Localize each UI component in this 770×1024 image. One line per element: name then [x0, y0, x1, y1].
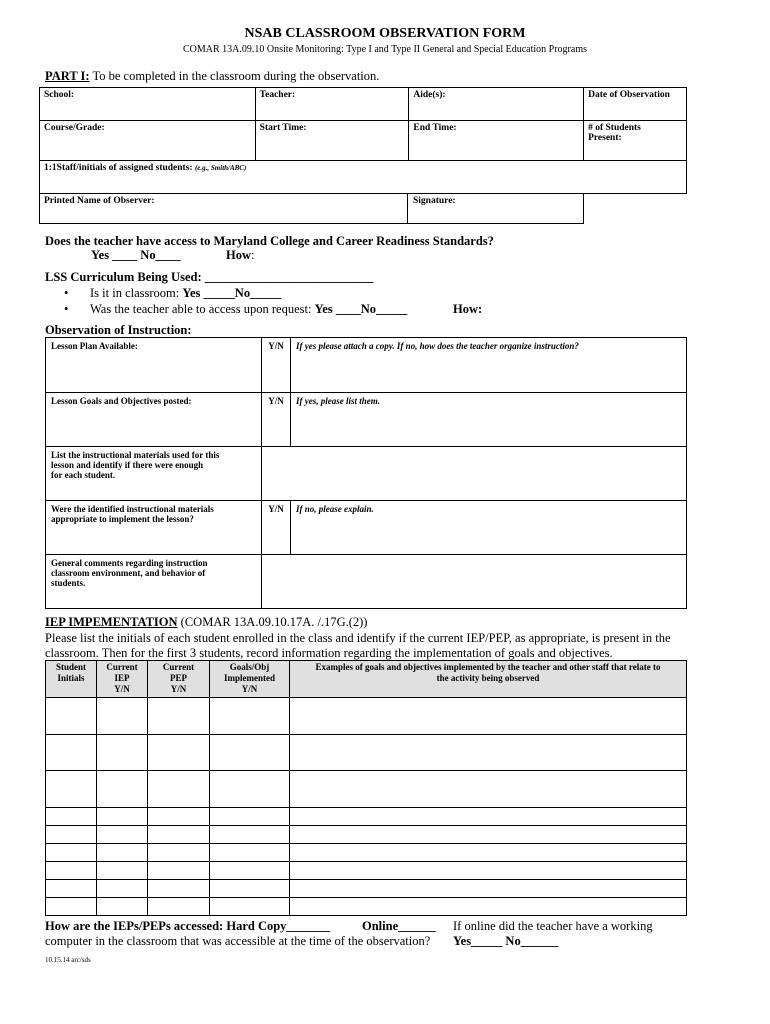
school-cell[interactable]	[40, 88, 256, 121]
cell[interactable]	[290, 735, 687, 771]
standards-answer[interactable]	[91, 248, 181, 263]
materials-label: List the instructional materials used for this lesson and identify if there were enough for each student.	[46, 447, 262, 501]
cell[interactable]	[46, 880, 97, 898]
cell[interactable]	[46, 771, 97, 808]
standards-yes-no[interactable]: Yes ____ No____	[91, 248, 181, 262]
iep-paragraph-2: classroom. Then for the first 3 students, record information regarding the implementation of goals and objectives.	[45, 646, 613, 660]
materials-appropriate-label: Were the identified instructional materials appropriate to implement the lesson?	[46, 501, 262, 555]
staff-label: 1:1Staff/initials of assigned students:	[44, 163, 195, 173]
in-classroom-question: Is it in classroom:	[90, 286, 183, 300]
lesson-plan-yn[interactable]: Y/N	[262, 338, 291, 393]
students-present-label-2: Present:	[588, 133, 622, 143]
signature-divider	[407, 193, 408, 223]
cell[interactable]	[210, 862, 290, 880]
table-row[interactable]	[46, 735, 687, 771]
date-cell[interactable]	[584, 88, 687, 121]
info-table	[39, 87, 687, 224]
instruction-table	[45, 337, 687, 609]
start-time-label: Start Time:	[259, 123, 307, 133]
table-row[interactable]	[46, 880, 687, 898]
col-goals-implemented: Goals/Obj Implemented Y/N	[210, 661, 290, 698]
cell[interactable]	[148, 735, 210, 771]
lesson-plan-response[interactable]: If yes please attach a copy. If no, how does the teacher organize instruction?	[291, 338, 687, 393]
cell[interactable]	[290, 880, 687, 898]
cell[interactable]	[210, 698, 290, 735]
access-yes-no[interactable]: Yes_____ No______	[453, 934, 559, 948]
cell[interactable]	[148, 771, 210, 808]
cell[interactable]	[97, 862, 148, 880]
goals-posted-label: Lesson Goals and Objectives posted:	[46, 393, 262, 447]
standards-how[interactable]	[226, 248, 254, 263]
cell[interactable]	[148, 844, 210, 862]
teacher-cell[interactable]	[255, 88, 409, 121]
table-row[interactable]	[46, 808, 687, 826]
access-yes-no[interactable]: Yes ____No_____	[314, 302, 408, 316]
cell[interactable]	[290, 898, 687, 916]
col-examples: Examples of goals and objectives implemented by the teacher and other staff that relate to the activity being observed	[290, 661, 687, 698]
access-line-2: computer in the classroom that was accessible at the time of the observation?	[45, 934, 431, 948]
col-current-iep: Current IEP Y/N	[97, 661, 148, 698]
materials-response[interactable]	[262, 447, 687, 501]
access-online-question: If online did the teacher have a working	[453, 919, 653, 933]
form-title: NSAB CLASSROOM OBSERVATION FORM	[244, 26, 526, 41]
access-how[interactable]: How:	[453, 302, 483, 316]
aides-label: Aide(s):	[413, 90, 446, 100]
cell[interactable]	[148, 898, 210, 916]
cell[interactable]	[210, 771, 290, 808]
curriculum-bullet-1[interactable]	[64, 286, 281, 301]
access-method-question[interactable]: How are the IEPs/PEPs accessed: Hard Copy_______	[45, 919, 331, 933]
cell[interactable]	[210, 898, 290, 916]
students-present-label-1: # of Students	[588, 123, 641, 133]
table-row[interactable]	[46, 826, 687, 844]
date-label: Date of Observation	[588, 90, 670, 100]
cell[interactable]	[46, 735, 97, 771]
cell[interactable]	[97, 808, 148, 826]
staff-example: (e.g., Smith/ABC)	[194, 164, 247, 172]
cell[interactable]	[97, 698, 148, 735]
part-one-text: To be completed in the classroom during the observation.	[89, 69, 380, 83]
cell[interactable]	[148, 698, 210, 735]
cell[interactable]	[148, 880, 210, 898]
table-row[interactable]	[46, 698, 687, 735]
cell[interactable]	[210, 880, 290, 898]
cell[interactable]	[210, 826, 290, 844]
cell[interactable]	[148, 862, 210, 880]
form-subtitle: COMAR 13A.09.10 Onsite Monitoring: Type I and Type II General and Special Education Programs	[183, 44, 587, 55]
materials-appropriate-yn[interactable]: Y/N	[262, 501, 291, 555]
cell[interactable]	[97, 880, 148, 898]
school-label: School:	[44, 90, 75, 100]
general-comments-label: General comments regarding instruction classroom environment, and behavior of students.	[46, 555, 262, 609]
cell[interactable]	[97, 771, 148, 808]
bullet-icon: •	[64, 286, 69, 300]
instruction-heading: Observation of Instruction:	[45, 323, 192, 337]
cell[interactable]	[97, 844, 148, 862]
cell[interactable]	[46, 844, 97, 862]
part-one-heading	[45, 69, 379, 84]
cell[interactable]	[210, 735, 290, 771]
teacher-label: Teacher:	[259, 90, 296, 100]
access-online[interactable]: Online______	[362, 919, 436, 933]
goals-posted-yn[interactable]: Y/N	[262, 393, 291, 447]
col-current-pep: Current PEP Y/N	[148, 661, 210, 698]
cell[interactable]	[290, 808, 687, 826]
cell[interactable]	[97, 826, 148, 844]
cell[interactable]	[46, 698, 97, 735]
end-time-label: End Time:	[413, 123, 457, 133]
access-question: Was the teacher able to access upon request:	[90, 302, 315, 316]
goals-posted-response[interactable]: If yes, please list them.	[291, 393, 687, 447]
observer-cell[interactable]	[40, 194, 584, 224]
cell[interactable]	[97, 735, 148, 771]
signature-label[interactable]: Signature:	[413, 196, 456, 206]
cell[interactable]	[290, 844, 687, 862]
course-cell[interactable]	[40, 121, 256, 161]
course-label: Course/Grade:	[44, 123, 105, 133]
cell[interactable]	[46, 808, 97, 826]
in-classroom-yes-no[interactable]: Yes _____No_____	[182, 286, 282, 300]
cell[interactable]	[290, 826, 687, 844]
iep-paragraph-1: Please list the initials of each student enrolled in the class and identify if the current IEP/PEP, as appropriate, is present in the	[45, 631, 671, 645]
curriculum-label[interactable]: LSS Curriculum Being Used: ___________________________	[45, 270, 374, 284]
footer-code: 10.15.14 arc/sds	[45, 956, 91, 964]
cell[interactable]	[148, 826, 210, 844]
iep-heading	[45, 615, 367, 630]
students-present-cell[interactable]	[584, 121, 687, 161]
cell[interactable]	[290, 698, 687, 735]
curriculum-bullet-2[interactable]	[64, 302, 407, 317]
aides-cell[interactable]	[409, 88, 584, 121]
staff-cell[interactable]	[40, 161, 687, 194]
table-row[interactable]	[46, 771, 687, 808]
cell[interactable]	[46, 862, 97, 880]
table-row[interactable]	[46, 898, 687, 916]
cell[interactable]	[290, 862, 687, 880]
iep-table	[45, 660, 687, 916]
table-row[interactable]	[46, 862, 687, 880]
cell[interactable]	[210, 808, 290, 826]
bullet-icon: •	[64, 302, 69, 316]
standards-how-colon: :	[251, 248, 255, 262]
iep-heading-label: IEP IMPEMENTATION	[45, 615, 178, 629]
cell[interactable]	[97, 898, 148, 916]
col-student-initials: Student Initials	[46, 661, 97, 698]
iep-comar: (COMAR 13A.09.10.17A. /.17G.(2))	[177, 615, 368, 629]
standards-how-label: How	[226, 248, 251, 262]
cell[interactable]	[46, 898, 97, 916]
observer-label: Printed Name of Observer:	[44, 196, 155, 206]
table-row[interactable]	[46, 844, 687, 862]
cell[interactable]	[210, 844, 290, 862]
end-time-cell[interactable]	[409, 121, 584, 161]
materials-appropriate-response[interactable]: If no, please explain.	[291, 501, 687, 555]
lesson-plan-label: Lesson Plan Available:	[46, 338, 262, 393]
cell[interactable]	[46, 826, 97, 844]
general-comments-response[interactable]	[262, 555, 687, 609]
cell[interactable]	[290, 771, 687, 808]
cell[interactable]	[148, 808, 210, 826]
start-time-cell[interactable]	[255, 121, 409, 161]
part-one-label: PART I:	[45, 69, 90, 83]
standards-question: Does the teacher have access to Maryland College and Career Readiness Standards?	[45, 234, 494, 248]
